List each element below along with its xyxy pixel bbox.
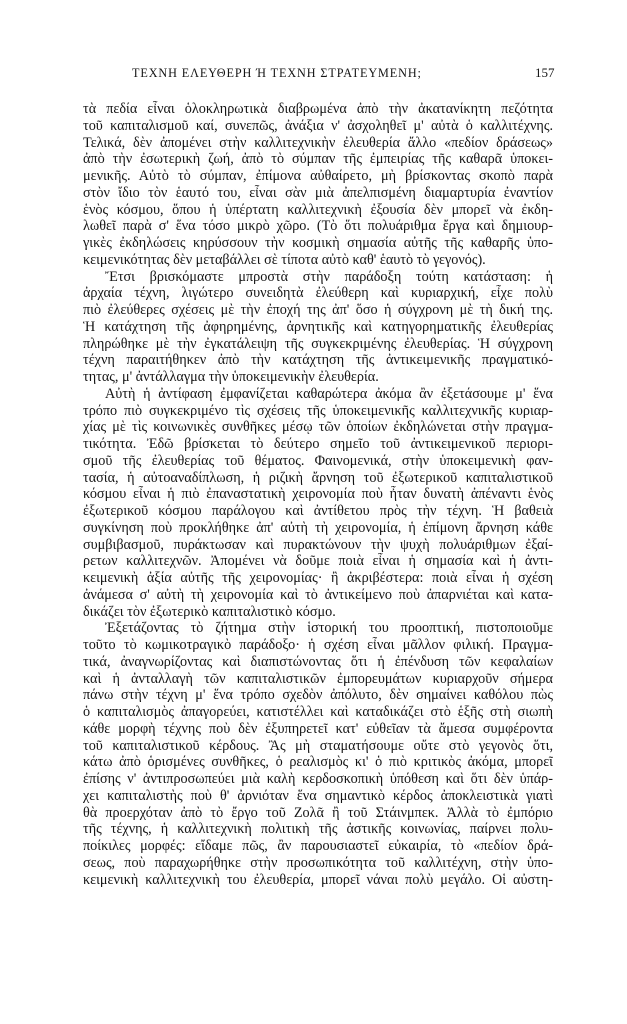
- text-line: τικά, ἀναγνωρίζοντας καὶ διαπιστώνοντας ὅτι ἡ ἐπένδυση τῶν κεφαλαίων: [83, 653, 553, 670]
- text-line: κόσμου εἶναι ἡ πιὸ ἐπαναστατικὴ χειρονομία ποὺ ἦταν δυνατὴ ἀπέναντι ἑνὸς: [83, 486, 553, 503]
- text-line: στὸν ἴδιο τὸν ἑαυτό του, εἶναι σὰν μιὰ ἀπελπισμένη διαμαρτυρία ἐναντίον: [83, 184, 553, 201]
- paragraph: [83, 269, 553, 386]
- text-line: συμβιβασμοῦ, πυράκτωσαν καὶ πυρακτώνουν τὴν ψυχὴ πολυάριθμων ἐξαί-: [83, 536, 553, 553]
- text-line: γικὲς ἐκδηλώσεις κηρύσσουν τὴν κοσμικὴ σημασία αὐτῆς τῆς καθαρῆς ὑπο-: [83, 235, 553, 251]
- text-line: καὶ ἡ ἀνταλλαγὴ τῶν καπιταλιστικῶν ἐμπορευμάτων κυριαρχοῦν σήμερα: [83, 670, 553, 687]
- text-line: τητας, μ' ἀντάλλαγμα τὴν ὑποκειμενικὴν ἐλευθερία.: [83, 369, 379, 385]
- running-title: ΤΕΧΝΗ ΕΛΕΥΘΕΡΗ Ή ΤΕΧΝΗ ΣΤΡΑΤΕΥΜΕΝΗ;: [132, 66, 422, 80]
- text-line: κειμενικὴ ἀξία αὐτῆς τῆς χειρονομίας· ἢ ἀκριβέστερα: ποιὰ εἶναι ἡ σχέση: [83, 570, 553, 586]
- text-line: κειμενικὴ καλλιτεχνικὴ του ἐλευθερία, μπορεῖ νάναι πολὺ μεγάλο. Οἱ αὐστη-: [83, 871, 553, 888]
- text-line: σεως, ποὺ παραχωρήθηκε στὴν προσωπικότητα τοῦ καλλιτέχνη, στὴν ὑπο-: [83, 854, 553, 871]
- text-line: ἐπίσης ν' ἀντιπροσωπεύει μιὰ καλὴ κερδοσκοπικὴ ὑπόθεση καὶ ὅτι δὲν ὑπάρ-: [83, 771, 553, 787]
- text-line: δικάζει τὸν ἐξωτερικὸ καπιταλιστικὸ κόσμο.: [83, 603, 336, 620]
- text-line: Ἡ κατάχτηση τῆς ἀφηρημένης, ἀρνητικῆς καὶ κατηγορηματικῆς ἐλευθερίας: [83, 318, 553, 335]
- paragraph: [83, 620, 553, 888]
- paragraph: [83, 101, 553, 269]
- text-line: Αὐτὴ ἡ ἀντίφαση ἐμφανίζεται καθαρώτερα ἀκόμα ἂν ἐξετάσουμε μ' ἕνα: [105, 385, 553, 402]
- text-line: τοῦ καπιταλισμοῦ καί, συνεπῶς, ἀνάξια ν' ἀσχοληθεῖ μ' αὐτὰ ὁ καλλιτέχνης.: [83, 117, 553, 134]
- text-line: ἀνάμεσα σ' αὐτὴ τὴ χειρονομία καὶ τὸ ἀντικείμενο ποὺ ἀπαρνιέται καὶ κατα-: [83, 586, 553, 603]
- text-line: μενικῆς. Αὐτὸ τὸ σύμπαν, ἐπίμονα αὐθαίρετο, μὴ βρίσκοντας σκοπὸ παρὰ: [83, 168, 553, 184]
- text-line: τέχνη παραιτήθηκεν ἀπὸ τὴν κατάχτηση τῆς ἀντικειμενικῆς πραγματικό-: [83, 352, 553, 369]
- text-line: σμοῦ τῆς ἐλευθερίας τοῦ θέματος. Φαινομενικά, στὴν ὑποκειμενικὴ φαν-: [83, 452, 553, 469]
- text-line: ἀπὸ τὴν ἐσωτερικὴ ζωή, ἀπὸ τὸ σύμπαν τῆς ἐμπειρίας τῆς καθαρᾶ ὑποκει-: [83, 151, 553, 168]
- text-line: τῆς τέχνης, ἡ καλλιτεχνικὴ πολιτικὴ τῆς ἀστικῆς κοινωνίας, παίρνει πολυ-: [83, 821, 553, 838]
- text-line: κάτω ἀπὸ ὁρισμένες συνθῆκες, ὁ ρεαλισμὸς κι' ὁ πιὸ κριτικὸς ἀκόμα, μπορεῖ: [83, 754, 553, 771]
- text-line: τὰ πεδία εἶναι ὁλοκληρωτικὰ διαβρωμένα ἀπὸ τὴν ἀκατανίκητη πεζότητα: [83, 101, 553, 117]
- text-line: πάνω στὴν τέχνη μ' ἕνα τρόπο σχεδὸν ἀπόλυτο, δὲν σημαίνει καθόλου πὼς: [83, 687, 553, 704]
- text-line: Ἔτσι βρισκόμαστε μπροστὰ στὴν παράδοξη τούτη κατάσταση: ἡ: [105, 268, 553, 285]
- page-number: 157: [535, 65, 555, 80]
- text-line: ρετων καλλιτεχνῶν. Ἀπομένει νὰ δοῦμε ποιὰ εἶναι ἡ σημασία καὶ ἡ ἀντι-: [83, 553, 553, 570]
- text-line: κάθε μορφὴ τέχνης ποὺ δὲν ἐξυπηρετεῖ κατ' εὐθεῖαν τὰ ἄμεσα συμφέροντα: [83, 720, 553, 737]
- body-text: [83, 101, 553, 888]
- text-line: Τελικά, δὲν ἀπομένει στὴν καλλιτεχνικὴν ἐλευθερία ἄλλο «πεδίον δράσεως»: [83, 134, 553, 151]
- text-line: ἐξωτερικοῦ κόσμου παράλογου καὶ ἀντίθετου πρὸς τὴν τέχνη. Ἡ βαθειὰ: [83, 503, 553, 519]
- text-line: Ἐξετάζοντας τὸ ζήτημα στὴν ἱστορική του προοπτική, πιστοποιοῦμε: [105, 620, 553, 637]
- text-line: πιὸ ἐλεύθερες σχέσεις μὲ τὴν ἐποχή της ἀπ' ὅσο ἡ σύγχρονη μὲ τὴ δική της.: [83, 302, 553, 318]
- text-line: λωθεῖ παρὰ σ' ἕνα τόσο μικρὸ χῶρο. (Τὸ ὅτι πολυάριθμα ἔργα καὶ δημιουρ-: [83, 218, 553, 235]
- text-line: ἀρχαία τέχνη, λιγώτερο συνειδητὰ ἐλεύθερη καὶ κυριαρχική, εἶχε πολὺ: [83, 285, 553, 302]
- text-line: θὰ προερχόταν ἀπὸ τὸ ἔργο τοῦ Ζολᾶ ἢ τοῦ Στάινμπεκ. Ἀλλὰ τὸ ἐμπόριο: [83, 804, 553, 821]
- text-line: ἑνὸς κόσμου, ὅπου ἡ ὑπέρτατη καλλιτεχνικὴ ἐξουσία δὲν μπορεῖ νὰ ἐκδη-: [83, 201, 553, 218]
- text-line: ὁ καπιταλισμὸς ἀπαγορεύει, κατιστέλλει καὶ καταδικάζει στὸ ἑξῆς στὴ σιωπὴ: [83, 704, 553, 720]
- text-line: χει καπιταλιστὴς ποὺ θ' ἀρνιόταν ἕνα σημαντικὸ κέρδος ἀποκλειστικὰ γιατὶ: [83, 787, 553, 804]
- text-line: τοῦ καπιταλιστικοῦ κέρδους. Ἂς μὴ σταματήσουμε οὔτε στὸ γεγονὸς ὅτι,: [83, 737, 553, 754]
- text-line: συγκίνηση ποὺ προκλήθηκε ἀπ' αὐτὴ τὴ χειρονομία, ἡ ἐπίμονη ἄρνηση κάθε: [83, 519, 553, 536]
- paragraph: [83, 386, 553, 621]
- text-line: πληρώθηκε μὲ τὴν ἐγκατάλειψη τῆς συγκεκριμένης ἐλευθερίας. Ἡ σύγχρονη: [83, 335, 553, 352]
- text-line: τρόπο πιὸ συγκεκριμένο τὶς σχέσεις τῆς ὑποκειμενικῆς καλλιτεχνικῆς κυριαρ-: [83, 402, 553, 419]
- text-line: τικότητα. Ἐδῶ βρίσκεται τὸ δεύτερο σημεῖο τοῦ ἀντικειμενικοῦ περιορι-: [83, 436, 553, 452]
- text-line: κειμενικότητας δὲν μεταβάλλει σὲ τίποτα αὐτὸ καθ' ἑαυτὸ τὸ γεγονός).: [83, 251, 486, 268]
- text-line: χίας μὲ τὶς κοινωνικὲς συνθῆκες μέσῳ τῶν ὁποίων ἐκδηλώνεται στὴν πραγμα-: [83, 419, 553, 436]
- text-line: ποίκιλες μορφές: εἴδαμε πῶς, ἂν παρουσιαστεῖ εὐκαιρία, τὸ «πεδίον δρά-: [83, 838, 553, 854]
- text-line: τασία, ἡ αὐτοαναδίπλωση, ἡ ριζικὴ ἄρνηση τοῦ ἐξωτερικοῦ καπιταλιστικοῦ: [83, 469, 553, 486]
- page-header: [0, 66, 627, 86]
- text-line: τοῦτο τὸ κωμικοτραγικὸ παράδοξο· ἡ σχέση εἶναι μᾶλλον φιλική. Πραγμα-: [83, 637, 553, 653]
